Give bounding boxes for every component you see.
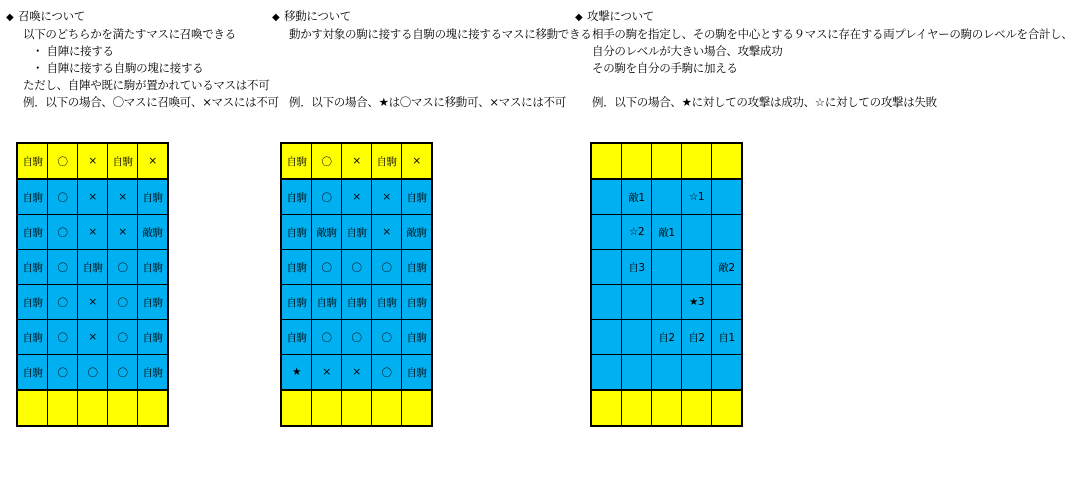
summon-text-line: 例．以下の場合、〇マスに召喚可、×マスには不可 <box>23 95 279 109</box>
summon-text-line: ただし、自陣や既に駒が置かれているマスは不可 <box>23 78 270 92</box>
board-cell: 自駒 <box>17 355 48 391</box>
board-cell: 自駒 <box>402 355 433 391</box>
board-cell: 自駒 <box>78 250 108 285</box>
summon-board <box>16 142 169 427</box>
board-cell: 自駒 <box>138 250 169 285</box>
board-cell: × <box>78 215 108 250</box>
board-cell <box>108 390 138 426</box>
board-cell: ★ <box>281 355 312 391</box>
board-row <box>17 179 168 215</box>
board-cell <box>712 355 743 391</box>
attack-text-line: その駒を自分の手駒に加える <box>592 61 738 75</box>
board-cell: 〇 <box>108 285 138 320</box>
board-cell: 〇 <box>48 320 78 355</box>
board-cell <box>78 390 108 426</box>
board-row <box>281 215 432 250</box>
board-cell <box>312 390 342 426</box>
board-cell: 自駒 <box>138 179 169 215</box>
board-cell: 〇 <box>108 250 138 285</box>
board-cell: 自駒 <box>281 215 312 250</box>
board-cell <box>712 179 743 215</box>
board-cell: 自駒 <box>281 250 312 285</box>
board-cell: 敵駒 <box>138 215 169 250</box>
board-cell <box>712 285 743 320</box>
board-cell <box>652 143 682 179</box>
board-row <box>591 250 742 285</box>
home-row <box>591 390 742 426</box>
board-cell <box>622 320 652 355</box>
board-cell: ☆2 <box>622 215 652 250</box>
summon-text-line: ・ 自陣に接する自駒の塊に接する <box>32 61 204 75</box>
board-cell <box>591 179 622 215</box>
summon-heading: 召喚について <box>18 9 85 23</box>
home-row <box>281 143 432 179</box>
board-cell: ★3 <box>682 285 712 320</box>
board-cell: 〇 <box>312 250 342 285</box>
board-cell: 自駒 <box>17 179 48 215</box>
board-cell <box>342 390 372 426</box>
home-row <box>281 390 432 426</box>
board-cell <box>652 250 682 285</box>
move-text-line: 例．以下の場合、★は〇マスに移動可、×マスには不可 <box>289 95 566 109</box>
board-row <box>17 215 168 250</box>
board-cell: 〇 <box>48 285 78 320</box>
board-cell <box>652 179 682 215</box>
board-cell: 〇 <box>342 250 372 285</box>
board-cell: 自駒 <box>402 179 433 215</box>
board-cell: 自2 <box>682 320 712 355</box>
board-cell: 自駒 <box>402 285 433 320</box>
attack-text-line: 自分のレベルが大きい場合、攻撃成功 <box>592 44 783 58</box>
board-cell: 〇 <box>108 320 138 355</box>
attack-text-line: 例．以下の場合、★に対しての攻撃は成功、☆に対しての攻撃は失敗 <box>592 95 937 109</box>
board-cell: 自駒 <box>138 320 169 355</box>
board-cell: 敵1 <box>652 215 682 250</box>
move-text-line: 動かす対象の駒に接する自駒の塊に接するマスに移動できる <box>289 27 592 41</box>
board-row <box>591 179 742 215</box>
board-cell <box>682 390 712 426</box>
move-text-line <box>272 77 591 94</box>
board-cell: 〇 <box>312 143 342 179</box>
diamond-bullet-icon: ◆ <box>575 12 583 23</box>
board-cell: 自駒 <box>342 285 372 320</box>
summon-text-line: ・ 自陣に接する <box>32 44 114 58</box>
board-cell <box>712 215 743 250</box>
board-row <box>281 355 432 391</box>
board-cell: × <box>342 179 372 215</box>
board-cell <box>281 390 312 426</box>
board-cell <box>682 250 712 285</box>
board-cell: 〇 <box>48 355 78 391</box>
board-cell: 〇 <box>48 215 78 250</box>
board-cell: 〇 <box>372 320 402 355</box>
board-cell <box>48 390 78 426</box>
board-cell <box>591 250 622 285</box>
board-cell <box>622 390 652 426</box>
board-cell: 敵1 <box>622 179 652 215</box>
board-cell: 自駒 <box>17 250 48 285</box>
attack-text-line <box>575 77 1073 94</box>
move-board <box>280 142 433 427</box>
board-cell: 自駒 <box>17 143 48 179</box>
move-section <box>272 8 591 111</box>
move-heading: 移動について <box>284 9 351 23</box>
diamond-bullet-icon: ◆ <box>6 12 14 23</box>
board-cell: ☆1 <box>682 179 712 215</box>
board-cell: × <box>342 355 372 391</box>
board-row <box>17 250 168 285</box>
board-cell: 自駒 <box>372 285 402 320</box>
board-cell: 〇 <box>372 355 402 391</box>
board-row <box>17 285 168 320</box>
board-cell <box>682 215 712 250</box>
home-row <box>591 143 742 179</box>
board-cell: × <box>78 320 108 355</box>
board-cell <box>591 143 622 179</box>
board-row <box>17 320 168 355</box>
board-cell <box>402 390 433 426</box>
board-cell: 自3 <box>622 250 652 285</box>
board-cell <box>591 215 622 250</box>
board-cell: 敵駒 <box>402 215 433 250</box>
attack-board <box>590 142 743 427</box>
board-cell <box>652 390 682 426</box>
board-cell: × <box>402 143 433 179</box>
attack-text-line: 相手の駒を指定し、その駒を中心とする９マスに存在する両プレイヤーの駒のレベルを合計し、 <box>592 27 1073 41</box>
board-cell: × <box>138 143 169 179</box>
board-cell: 〇 <box>342 320 372 355</box>
board-cell: 〇 <box>108 355 138 391</box>
board-cell <box>622 355 652 391</box>
board-cell: 自駒 <box>17 320 48 355</box>
board-cell: × <box>108 215 138 250</box>
board-cell: 自駒 <box>281 285 312 320</box>
board-cell: 自駒 <box>281 179 312 215</box>
board-cell: 〇 <box>48 179 78 215</box>
board-cell <box>591 355 622 391</box>
board-row <box>281 320 432 355</box>
board-cell: 自駒 <box>312 285 342 320</box>
board-cell: 自駒 <box>402 250 433 285</box>
board-cell <box>138 390 169 426</box>
board-cell: 自駒 <box>372 143 402 179</box>
board-cell: 〇 <box>312 179 342 215</box>
board-cell: 〇 <box>48 143 78 179</box>
board-cell: 自駒 <box>402 320 433 355</box>
board-cell: × <box>78 285 108 320</box>
board-cell <box>712 143 743 179</box>
board-row <box>17 355 168 391</box>
summon-text-line: 以下のどちらかを満たすマスに召喚できる <box>23 27 236 41</box>
attack-section <box>575 8 1073 111</box>
diamond-bullet-icon: ◆ <box>272 12 280 23</box>
board-row <box>591 320 742 355</box>
board-cell: 〇 <box>372 250 402 285</box>
board-cell: 〇 <box>48 250 78 285</box>
board-cell <box>652 285 682 320</box>
home-row <box>17 143 168 179</box>
board-cell: 自駒 <box>108 143 138 179</box>
board-row <box>281 285 432 320</box>
board-cell: 自1 <box>712 320 743 355</box>
board-cell: 自2 <box>652 320 682 355</box>
board-cell <box>682 143 712 179</box>
board-cell: 自駒 <box>138 355 169 391</box>
board-cell: 自駒 <box>138 285 169 320</box>
board-cell: 〇 <box>312 320 342 355</box>
board-cell: × <box>78 143 108 179</box>
board-row <box>281 179 432 215</box>
board-cell: × <box>372 215 402 250</box>
board-cell: 自駒 <box>17 215 48 250</box>
board-cell: × <box>342 143 372 179</box>
board-cell <box>622 143 652 179</box>
move-text-line <box>272 43 591 60</box>
board-cell: 自駒 <box>281 143 312 179</box>
board-cell: × <box>372 179 402 215</box>
board-cell: 自駒 <box>17 285 48 320</box>
board-cell: 自駒 <box>342 215 372 250</box>
board-cell: × <box>312 355 342 391</box>
board-cell <box>372 390 402 426</box>
board-cell: × <box>78 179 108 215</box>
summon-section <box>6 8 279 111</box>
board-cell <box>591 285 622 320</box>
move-text-line <box>272 60 591 77</box>
board-cell: 敵2 <box>712 250 743 285</box>
board-cell: 敵駒 <box>312 215 342 250</box>
board-row <box>591 215 742 250</box>
board-row <box>591 285 742 320</box>
attack-heading: 攻撃について <box>587 9 654 23</box>
home-row <box>17 390 168 426</box>
board-cell <box>712 390 743 426</box>
board-cell <box>652 355 682 391</box>
board-cell <box>682 355 712 391</box>
board-cell <box>17 390 48 426</box>
board-row <box>591 355 742 391</box>
board-row <box>281 250 432 285</box>
board-cell <box>622 285 652 320</box>
board-cell: 自駒 <box>281 320 312 355</box>
board-cell <box>591 390 622 426</box>
board-cell: × <box>108 179 138 215</box>
board-cell <box>591 320 622 355</box>
board-cell: 〇 <box>78 355 108 391</box>
